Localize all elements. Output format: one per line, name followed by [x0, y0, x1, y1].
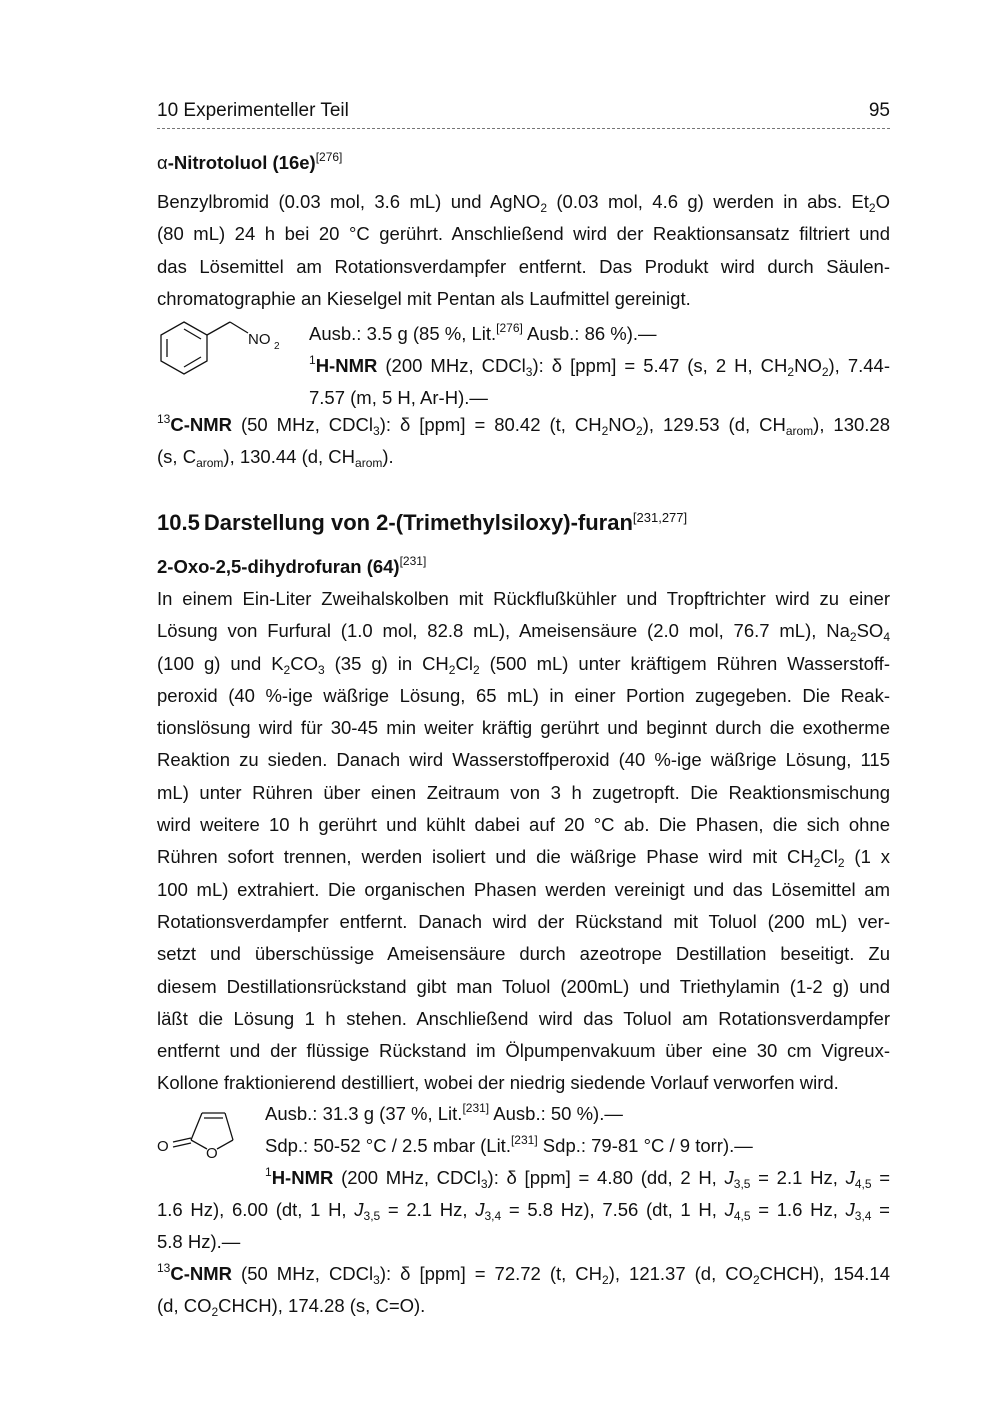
- boiling-point-line-64: Sdp.: 50-52 °C / 2.5 mbar (Lit.[231] Sdp.: 79-81 °C / 9 torr).—: [265, 1133, 753, 1156]
- procedure-paragraph-64: [157, 583, 890, 1100]
- compound-heading-16e: [157, 152, 342, 174]
- text-line: 1.6 Hz), 6.00 (dt, 1 H, $J_{3,5} = 2.1$ Hz, $J_{3,4} = 5.8$ Hz), 7.56 (dt, 1 H, $J_{4,5} = 1.6$ Hz, $J_{3,4}$ =: [157, 1199, 890, 1223]
- text-line: Reaktion zu sieden. Danach wird Wasserstoffperoxid (40 %-ige wäßrige Lösung, 115: [157, 749, 890, 771]
- hnmr-16e-line2: 7.57 (m, 5 H, Ar-H).—: [309, 387, 488, 408]
- text-line: läßt die Lösung 1 h stehen. Anschließend wird das Toluol am Rotationsverdampfer: [157, 1007, 890, 1029]
- running-head: [157, 98, 890, 129]
- text-line: Benzylbromid (0.03 mol, 3.6 mL) und AgNO$_2$ (0.03 mol, 4.6 g) werden in abs. $Et_2O$: [157, 191, 890, 215]
- text-line: wird weitere 10 h gerührt und kühlt dabei auf 20 °C ab. Die Phasen, die sich ohne: [157, 814, 890, 836]
- compound-title: 2-Oxo-2,5-dihydrofuran (64): [157, 556, 400, 577]
- text-line: $^{13}$C-NMR (50 MHz, CDCl$_3$): δ [ppm] = 72.72 (t, $CH_2$), 121.37 (d, $CO_2CHCH$), 154.14: [157, 1261, 891, 1287]
- cnmr-16e: [157, 409, 890, 474]
- nitro-label: NO: [248, 331, 271, 348]
- yield-line-16e: Ausb.: 3.5 g (85 %, Lit.[276] Ausb.: 86 %).—: [309, 321, 657, 344]
- text-line: (80 mL) 24 h bei 20 °C gerührt. Anschließend wird der Reaktionsansatz filtriert und: [157, 223, 890, 245]
- page-number: 95: [868, 100, 890, 121]
- text-line: Rühren sofort trennen, werden isoliert und die wäßrige Phase wird mit $CH_2Cl_2$ (1 x: [157, 846, 890, 871]
- text-line: Lösung von Furfural (1.0 mol, 82.8 mL), Ameisensäure (2.0 mol, 76.7 mL), $Na_2SO_4$: [157, 620, 890, 645]
- text-line: peroxid (40 %-ige wäßrige Lösung, 65 mL) in einer Portion zugegeben. Die Reak-: [157, 684, 890, 706]
- section-number: 10.5: [157, 510, 200, 535]
- text-line: entfernt und der flüssige Rückstand im Ölpumpenvakuum über eine 30 cm Vigreux-: [157, 1040, 890, 1062]
- text-line: Kollone fraktionierend destilliert, wobei der niedrig siedende Vorlauf verworfen wird.: [157, 1072, 839, 1094]
- ring-o-label: O: [206, 1145, 218, 1162]
- text-line: 100 mL) extrahiert. Die organischen Phasen werden vereinigt und das Lösemittel am: [157, 878, 890, 900]
- text-line: In einem Ein-Liter Zweihalskolben mit Rückflußkühler und Tropftrichter wird zu einer: [157, 588, 890, 609]
- section-heading: [157, 510, 687, 536]
- text-line: (s, $C_{arom}$), 130.44 (d, $CH_{arom}$).: [157, 446, 394, 471]
- hnmr-64-line1: $^1$H-NMR (200 MHz, CDCl$_3$): δ [ppm] = 4.80 (dd, 2 H, $J_{3,5} = 2.1$ Hz, $J_{4,5}$ =: [265, 1165, 891, 1191]
- text-line: (100 g) und $K_2CO_3$ (35 g) in $CH_2Cl_2$ (500 mL) unter kräftigem Rühren Wasserstoff-: [157, 652, 890, 677]
- section-ref: [231,277]: [632, 510, 688, 525]
- text-line: das Lösemittel am Rotationsverdampfer entfernt. Das Produkt wird durch Säulen-: [157, 255, 890, 277]
- yield-line-64: Ausb.: 31.3 g (37 %, Lit.[231] Ausb.: 50 %).—: [265, 1101, 623, 1124]
- hnmr-16e-line1: $^1$H-NMR (200 MHz, CDCl$_3$): δ [ppm] = 5.47 (s, 2 H, $CH_2NO_2$), 7.44-: [309, 353, 891, 379]
- section-title: Darstellung von 2-(Trimethylsiloxy)-furan: [203, 510, 633, 535]
- text-line: (d, $CO_2CHCH$), 174.28 (s, C=O).: [157, 1295, 426, 1320]
- nitro-label-sub: 2: [274, 341, 280, 352]
- text-line: 5.8 Hz).—: [157, 1231, 241, 1253]
- text-line: Rotationsverdampfer entfernt. Danach wird der Rückstand mit Toluol (200 mL) ver-: [157, 910, 890, 932]
- cnmr-64: [157, 1258, 890, 1323]
- text-line: $^{13}$C-NMR (50 MHz, CDCl$_3$): δ [ppm] = 80.42 (t, $CH_2NO_2$), 129.53 (d, $CH_{arom}$), 130.28: [157, 412, 891, 438]
- alpha-symbol: α: [157, 152, 168, 173]
- text-line: setzt und überschüssige Ameisensäure durch azeotrope Destillation beseitigt. Zu: [157, 943, 890, 965]
- text-line: tionslösung wird für 30-45 min weiter kräftig gerührt und beginnt durch die exotherme: [157, 717, 890, 739]
- text-line: diesem Destillationsrückstand gibt man Toluol (200mL) und Triethylamin (1-2 g) und: [157, 975, 890, 997]
- procedure-paragraph-16e: [157, 186, 890, 315]
- hnmr-64-continued: [157, 1194, 890, 1259]
- text-line: chromatographie an Kieselgel mit Pentan als Laufmittel gereinigt.: [157, 287, 691, 309]
- chapter-title: 10 Experimenteller Teil: [157, 100, 349, 121]
- compound-ref: [231]: [399, 554, 427, 568]
- compound-ref: [276]: [315, 150, 343, 164]
- text-line: mL) unter Rühren über einen Zeitraum von 3 h zugetropft. Die Reaktionsmischung: [157, 781, 890, 803]
- nitrotoluene-structure: [160, 318, 290, 386]
- furanone-structure: [155, 1105, 245, 1165]
- compound-title: -Nitrotoluol (16e): [167, 152, 316, 173]
- compound-heading-64: [157, 556, 426, 578]
- carbonyl-o-label: O: [157, 1138, 169, 1155]
